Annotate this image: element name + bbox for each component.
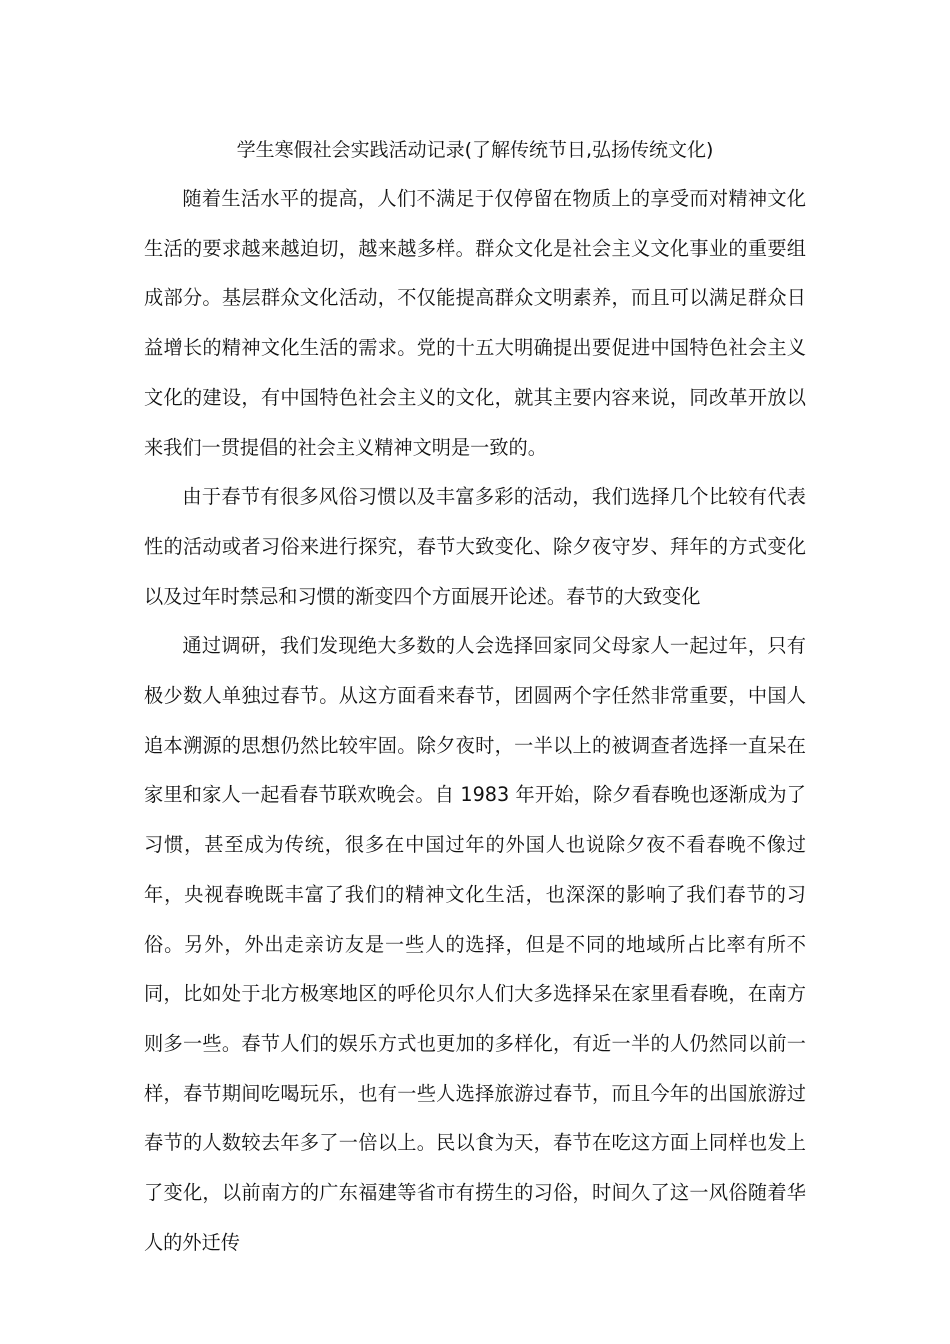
- document-title: 学生寒假社会实践活动记录(了解传统节日,弘扬传统文化): [236, 139, 714, 161]
- paragraph-research-scope: 由于春节有很多风俗习惯以及丰富多彩的活动，我们选择几个比较有代表性的活动或者习俗来进行探究，春节大致变化、除夕夜守岁、拜年的方式变化以及过年时禁忌和习惯的渐变四个方面展开论述。春节的大致变化: [144, 485, 806, 608]
- document-body: [144, 174, 806, 1267]
- paragraph-intro: 随着生活水平的提高，人们不满足于仅停留在物质上的享受而对精神文化生活的要求越来越迫切，越来越多样。群众文化是社会主义文化事业的重要组成部分。基层群众文化活动，不仅能提高群众文明素养，而且可以满足群众日益增长的精神文化生活的需求。党的十五大明确提出要促进中国特色社会主义文化的建设，有中国特色社会主义的文化，就其主要内容来说，同改革开放以来我们一贯提倡的社会主义精神文明是一致的。: [144, 187, 806, 459]
- paragraph-survey-findings: 通过调研，我们发现绝大多数的人会选择回家同父母家人一起过年，只有极少数人单独过春节。从这方面看来春节，团圆两个字任然非常重要，中国人追本溯源的思想仍然比较牢固。除夕夜时，一半以上的被调查者选择一直呆在家里和家人一起看春节联欢晚会。自 1983 年开始，除夕看春晚也逐渐成为了习惯，甚至成为传统，很多在中国过年的外国人也说除夕夜不看春晚不像过年，央视春晚既丰富了我们的精神文化生活，也深深的影响了我们春节的习俗。另外，外出走亲访友是一些人的选择，但是不同的地域所占比率有所不同，比如处于北方极寒地区的呼伦贝尔人们大多选择呆在家里看春晚，在南方则多一些。春节人们的娱乐方式也更加的多样化，有近一半的人仍然同以前一样，春节期间吃喝玩乐，也有一些人选择旅游过春节，而且今年的出国旅游过春节的人数较去年多了一倍以上。民以食为天，春节在吃这方面上同样也发上了变化，以前南方的广东福建等省市有捞生的习俗，时间久了这一风俗随着华人的外迁传: [144, 634, 806, 1254]
